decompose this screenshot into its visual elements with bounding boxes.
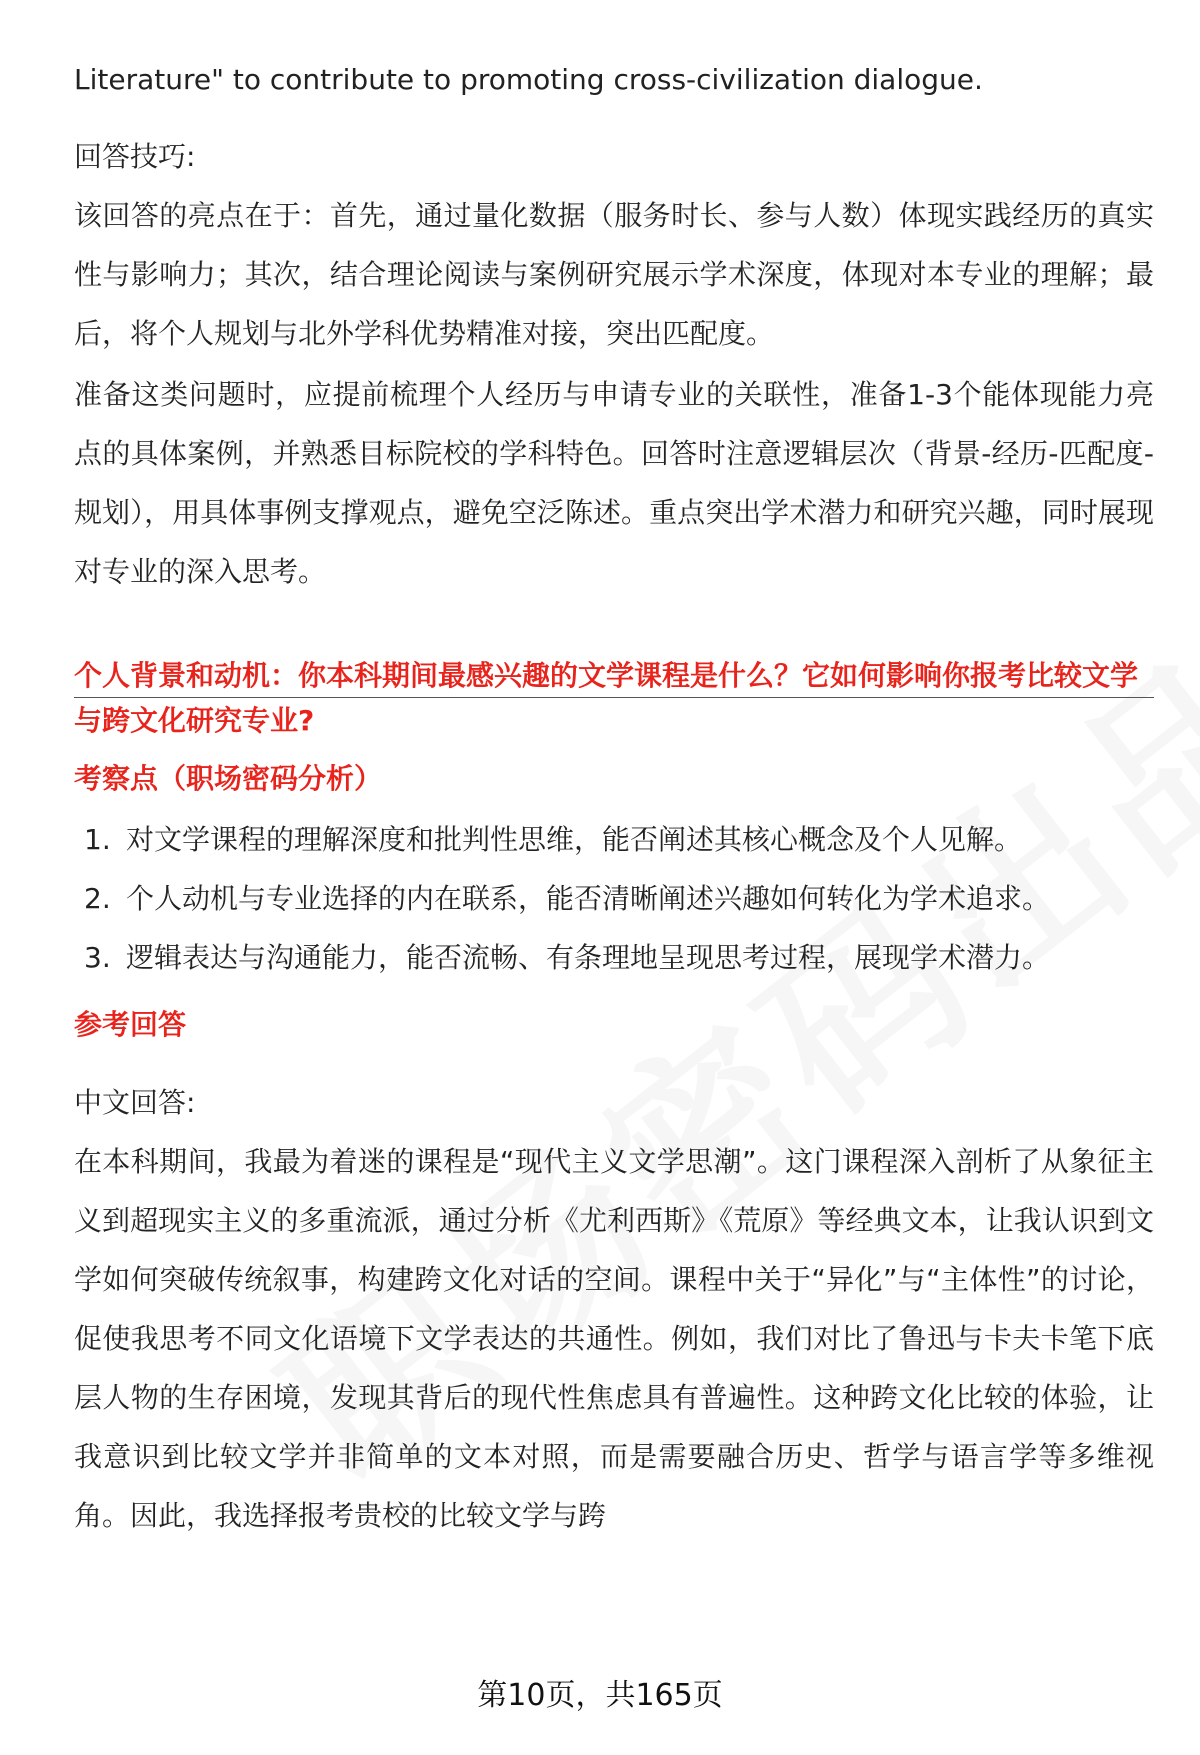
answer-label: 中文回答:	[74, 1086, 196, 1119]
point-number: 3.	[84, 941, 111, 974]
question-block	[74, 653, 1154, 743]
page-footer: 第10页，共165页	[477, 1678, 723, 1713]
tips-paragraph-2: 准备这类问题时，应提前梳理个人经历与申请专业的关联性，准备1-3个能体现能力亮点的具体案例，并熟悉目标院校的学科特色。回答时注意逻辑层次（背景-经历-匹配度-规划），用具体事例支撑观点，避免空泛陈述。重点突出学术潜力和研究兴趣，同时展现对专业的深入思考。	[74, 378, 1154, 588]
point-number: 2.	[84, 882, 111, 915]
points-list	[74, 810, 1154, 987]
section-divider	[74, 697, 1154, 698]
list-item	[74, 928, 1154, 987]
answer-block	[74, 1073, 1154, 1545]
point-number: 1.	[84, 823, 111, 856]
list-item	[74, 869, 1154, 928]
list-item	[74, 810, 1154, 869]
tips-paragraph-1: 该回答的亮点在于：首先，通过量化数据（服务时长、参与人数）体现实践经历的真实性与影响力；其次，结合理论阅读与案例研究展示学术深度，体现对本专业的理解；最后，将个人规划与北外学科优势精准对接，突出匹配度。	[74, 199, 1154, 350]
tips-section	[74, 127, 1154, 363]
point-text: 逻辑表达与沟通能力，能否流畅、有条理地呈现思考过程，展现学术潜力。	[126, 941, 1051, 974]
point-text: 对文学课程的理解深度和批判性思维，能否阐述其核心概念及个人见解。	[126, 823, 1023, 856]
answer-text: 在本科期间，我最为着迷的课程是“现代主义文学思潮”。这门课程深入剖析了从象征主义到超现实主义的多重流派，通过分析《尤利西斯》《荒原》等经典文本，让我认识到文学如何突破传统叙事，构建跨文化对话的空间。课程中关于“异化”与“主体性”的讨论，促使我思考不同文化语境下文学表达的共通性。例如，我们对比了鲁迅与卡夫卡笔下底层人物的生存困境，发现其背后的现代性焦虑具有普遍性。这种跨文化比较的体验，让我意识到比较文学并非简单的文本对照，而是需要融合历史、哲学与语言学等多维视角。因此，我选择报考贵校的比较文学与跨	[74, 1145, 1154, 1532]
points-block	[74, 810, 1154, 987]
reference-block	[74, 1002, 1154, 1047]
kaocha-block	[74, 756, 1154, 801]
tips-label: 回答技巧:	[74, 140, 196, 173]
point-text: 个人动机与专业选择的内在联系，能否清晰阐述兴趣如何转化为学术追求。	[126, 882, 1051, 915]
reference-heading: 参考回答	[74, 1008, 187, 1041]
kaocha-heading: 考察点（职场密码分析）	[74, 762, 383, 795]
intro-line: Literature" to contribute to promoting cross-civilization dialogue.	[74, 63, 983, 96]
question-title: 个人背景和动机：你本科期间最感兴趣的文学课程是什么？它如何影响你报考比较文学与跨文化研究专业?	[74, 659, 1139, 737]
tips-paragraph-2-wrap	[74, 365, 1154, 601]
